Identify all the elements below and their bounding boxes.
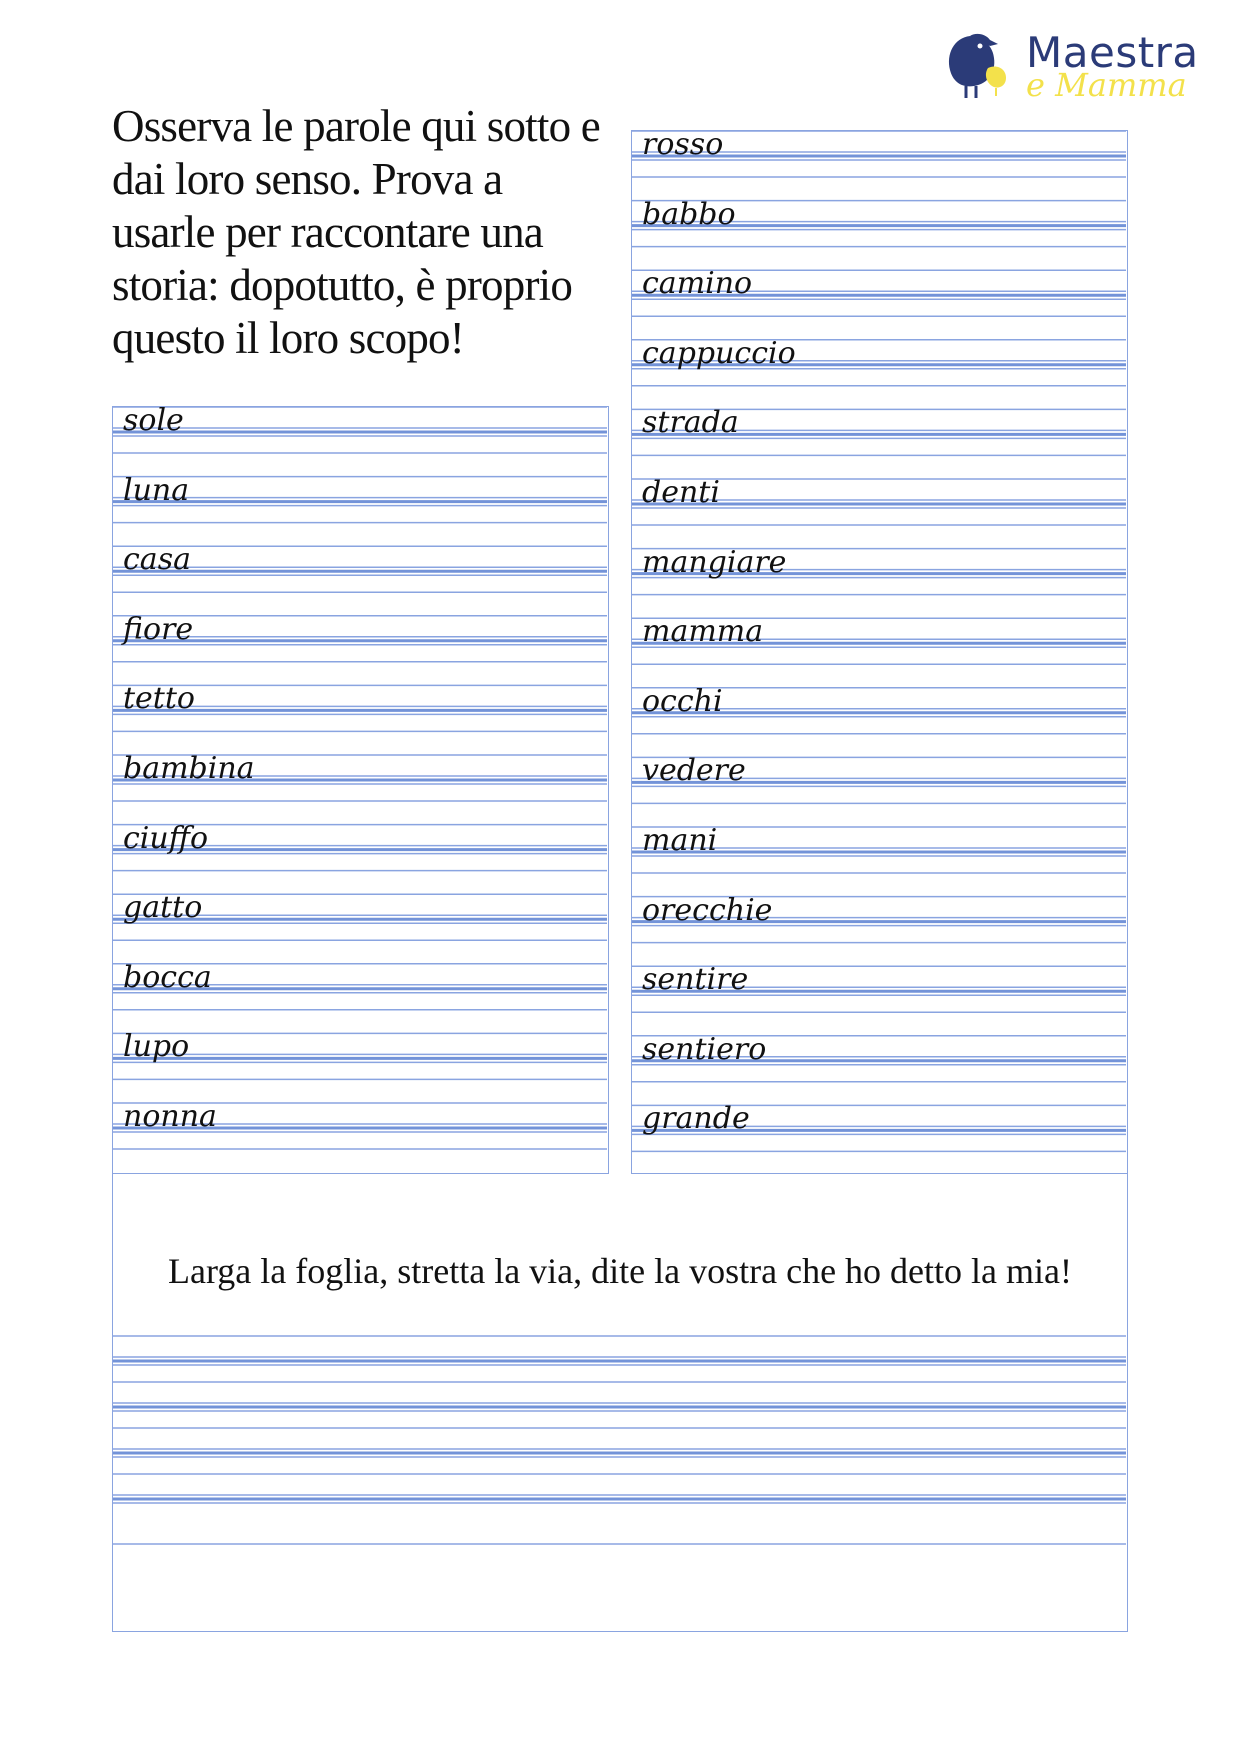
story-writing-area[interactable] [112, 1174, 1128, 1632]
brand-name: Maestra [1026, 28, 1199, 77]
left-word-list [112, 403, 609, 1174]
left-word: gatto [123, 890, 203, 926]
left-word: luna [123, 472, 190, 508]
right-word: mangiare [642, 544, 787, 580]
left-word: tetto [123, 681, 195, 717]
left-word: bocca [123, 959, 212, 995]
left-word: fiore [123, 611, 194, 647]
right-word: occhi [642, 683, 723, 719]
story-ruled-lines [113, 1174, 1126, 1629]
right-word: camino [642, 266, 753, 302]
right-word: grande [642, 1101, 750, 1137]
right-word: denti [642, 475, 720, 510]
right-word: rosso [642, 127, 724, 162]
proverb-text: Larga la foglia, stretta la via, dite la vostra che ho detto la mia! [168, 1251, 1072, 1291]
left-word: lupo [123, 1029, 190, 1065]
right-word: sentiero [642, 1031, 767, 1067]
right-word: babbo [642, 196, 736, 232]
left-word: ciuffo [123, 820, 209, 856]
logo [940, 26, 1200, 106]
left-word: casa [123, 542, 191, 578]
left-word: sole [123, 403, 184, 438]
right-word: strada [642, 405, 739, 441]
right-word: vedere [642, 753, 746, 789]
right-word: mani [642, 823, 718, 858]
instructions-text: Osserva le parole qui sotto e dai loro senso. Prova a usarle per raccontare una storia: dopotutto, è proprio questo il loro scopo! [112, 101, 600, 363]
right-word: mamma [642, 614, 764, 650]
right-word: cappuccio [642, 335, 796, 371]
left-word: nonna [123, 1099, 217, 1134]
right-word-list [631, 127, 1128, 1174]
right-word: sentire [642, 962, 749, 998]
right-word: orecchie [642, 892, 773, 928]
bird-icon [940, 28, 1020, 100]
left-word: bambina [123, 751, 255, 786]
brand-subtitle: e Mamma [1026, 66, 1187, 104]
